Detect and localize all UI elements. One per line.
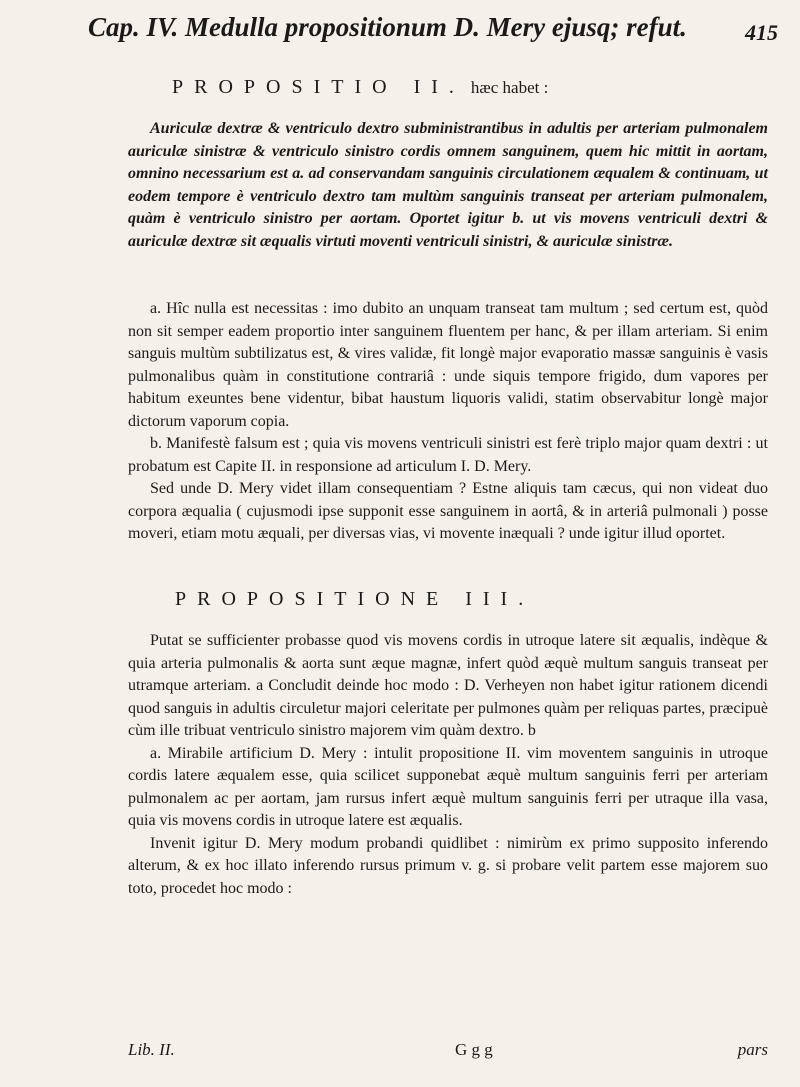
- signature-mark: G g g: [455, 1040, 493, 1059]
- section-heading: PROPOSITIONE III.: [175, 588, 535, 610]
- proposition-title: [172, 76, 548, 99]
- statement-text: Auriculæ dextræ & ventriculo dextro subministrantibus in adultis per arteriam pulmonalem auriculæ sinistræ & ventriculo sinistro cordis omnem sanguinem, quem hic mittit in aortam, omnino necessarium est a. ad conservandam sanguinis circulationem æqualem & continuam, ut eodem tempore è ventriculo dextro tam multùm sanguinis transeat per arteriam pulmonalem, quàm è ventriculo sinistro per aortam. Oportet igitur b. ut vis movens ventriculi dextri & auriculæ dextræ sit æqualis virtuti moventi ventriculi sinistri, & auriculæ sinistræ.: [128, 120, 768, 250]
- proposition-number: PROPOSITIO II.: [172, 76, 465, 98]
- proposition-3-block: [128, 630, 768, 900]
- paragraph-e: a. Mirabile artificium D. Mery : intulit propositione II. vim moventem sanguinis in utroque cordis latere æqualem esse, quia scilicet supponebat æquè multum sanguinis ferri per arteriam pulmonalem ac per aortam, jam rursus infert æquè multum sanguinis ferri per utraque illa vasa, quia vis movens cordis in utroque latere est æqualis.: [128, 744, 768, 829]
- running-title: Cap. IV. Medulla propositionum D. Mery ejusq; refut.: [88, 12, 687, 42]
- paragraph-d: Putat se sufficienter probasse quod vis movens cordis in utroque latere sit æqualis, indèque & quia arteria pulmonalis & aorta sunt æque magnæ, infert quòd æquè multum sanguis transeat per utramque arteriam. a Concludit deinde hoc modo : D. Verheyen non habet igitur rationem dicendi quod sanguis in adultis circuletur majori celeritate per pulmones quàm per reliquas partes, præcipuè cùm ille tribuat ventriculo sinistro majorem vim quàm dextro. b: [128, 632, 768, 739]
- page-number: 415: [745, 20, 778, 45]
- catchword: pars: [737, 1040, 768, 1059]
- commentary-block: [128, 298, 768, 546]
- paragraph-a: a. Hîc nulla est necessitas : imo dubito an unquam transeat tam multum ; sed certum est, quòd non sit semper eadem proportio inter sanguinem fluentem per hanc, & per illam arteriam. Si enim sanguis multùm subtilizatus est, & vires validæ, fit longè major evaporatio massæ sanguinis è vasis pulmonalibus quàm in constitutione contrariâ : unde siquis tempore frigido, dum vapores per habitum exeuntes bene videntur, bibat haustum liquoris validi, statim observabitur longè major dictorum vaporum copia.: [128, 300, 768, 430]
- habet-text: hæc habet :: [470, 78, 549, 97]
- book-marker: Lib. II.: [128, 1040, 175, 1059]
- proposition-statement: [128, 118, 768, 253]
- running-header: [88, 8, 778, 58]
- paragraph-b: b. Manifestè falsum est ; quia vis movens ventriculi sinistri est ferè triplo major quam dextri : ut probatum est Capite II. in responsione ad articulum I. D. Mery.: [128, 435, 768, 475]
- paragraph-c: Sed unde D. Mery videt illam consequentiam ? Estne aliquis tam cæcus, qui non videat duo corpora æqualia ( cujusmodi ipse supponit esse sanguinem in aortâ, & in arteriâ pulmonali ) posse moveri, etiam motu æquali, per diversas vias, vi movente inæquali ? unde igitur illud oportet.: [128, 480, 768, 542]
- paragraph-f: Invenit igitur D. Mery modum probandi quidlibet : nimirùm ex primo supposito inferendo alterum, & ex hoc illato inferendo rursus primum v. g. si probare velit partem esse majorem suo toto, procedet hoc modo :: [128, 834, 768, 897]
